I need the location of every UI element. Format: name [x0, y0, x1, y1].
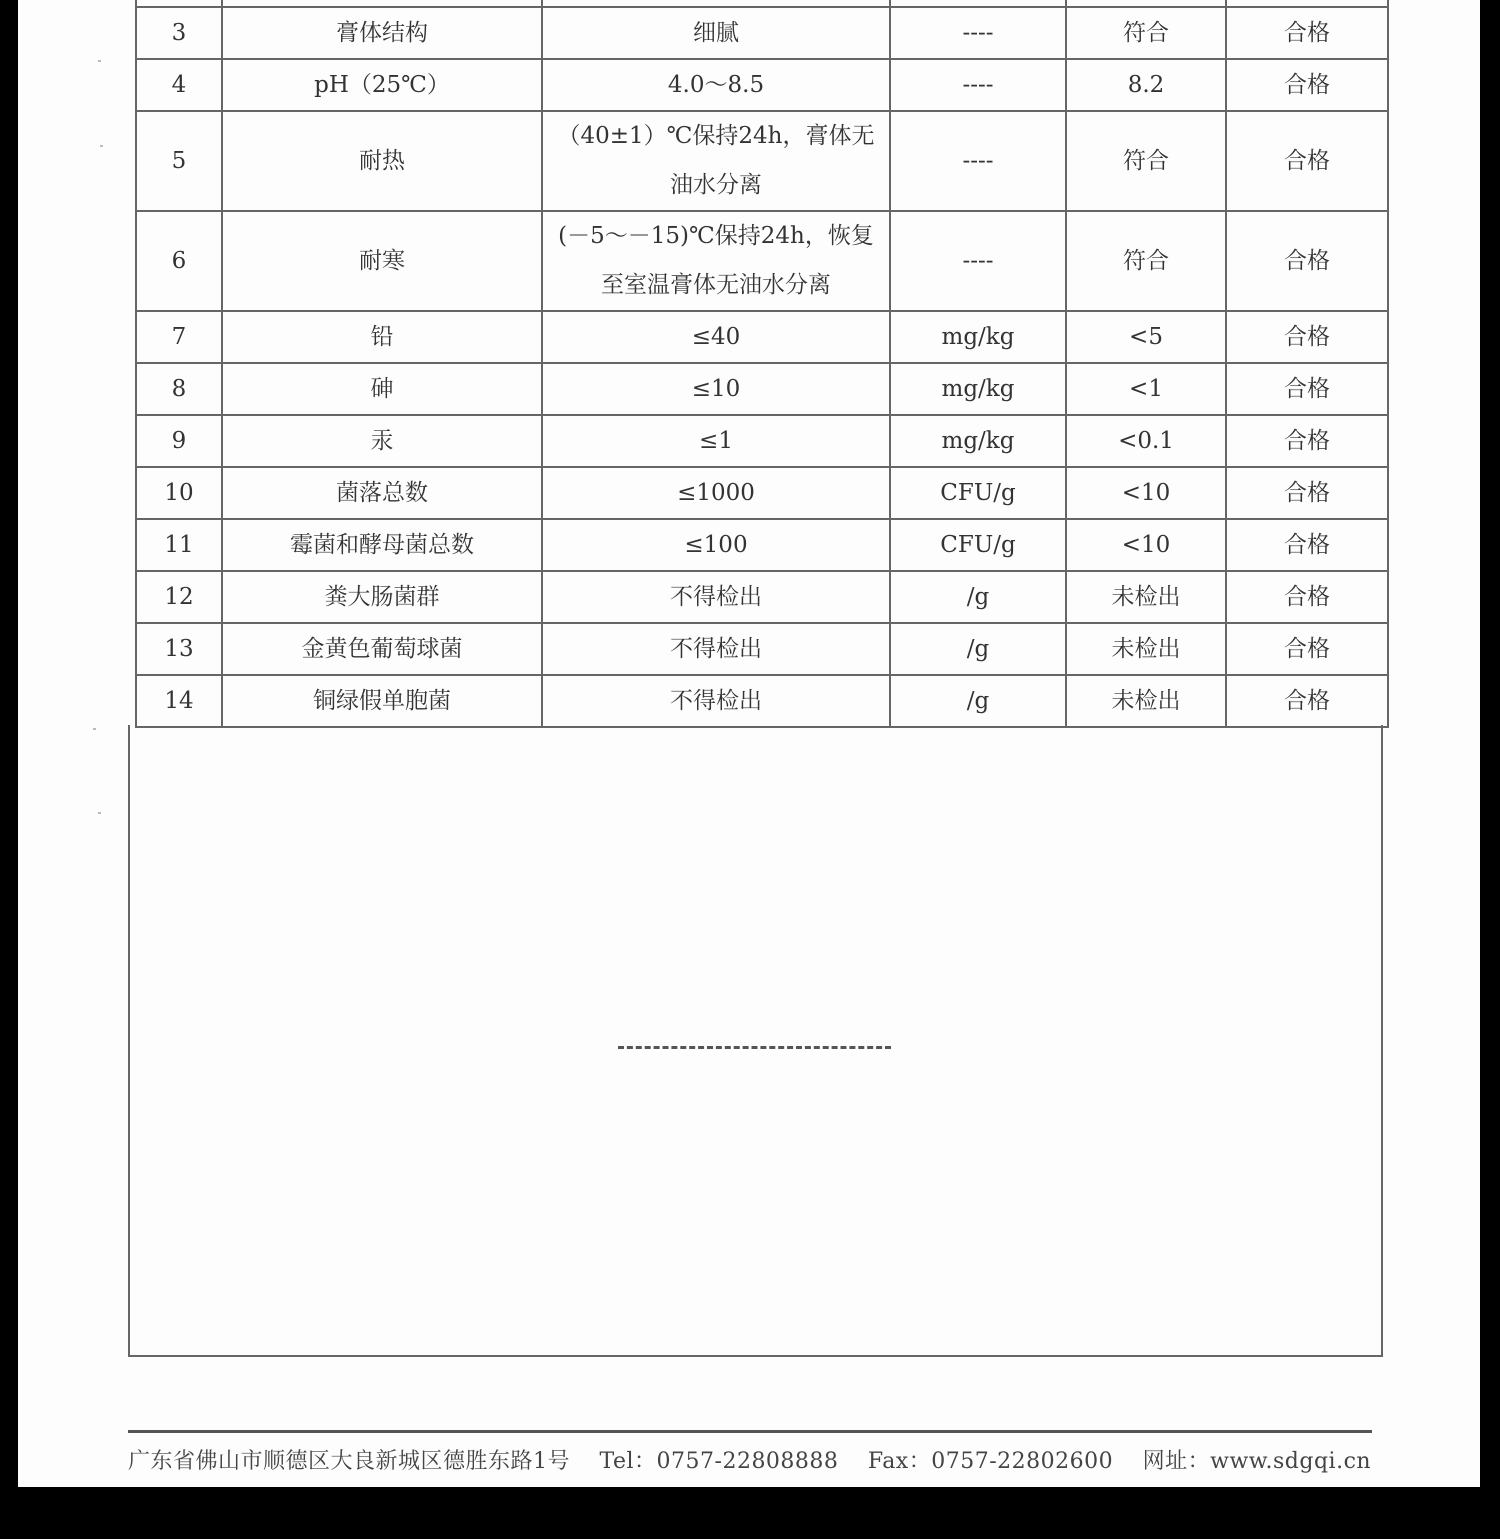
unit: ---- [890, 211, 1066, 311]
test-result: 符合 [1066, 111, 1226, 211]
report-page [18, 0, 1480, 1487]
requirement: ≤1 [542, 415, 890, 467]
test-item: pH（25℃） [222, 59, 542, 111]
row-number: 7 [136, 311, 222, 363]
requirement: ≤40 [542, 311, 890, 363]
test-item: 粪大肠菌群 [222, 571, 542, 623]
requirement: 4.0～8.5 [542, 59, 890, 111]
table-row [136, 111, 1388, 211]
row-number: 5 [136, 111, 222, 211]
row-number: 6 [136, 211, 222, 311]
inspection-results-table [135, 0, 1389, 728]
blank-remarks-area [128, 725, 1383, 1357]
row-number: 12 [136, 571, 222, 623]
unit: ---- [890, 59, 1066, 111]
scan-speck [98, 812, 101, 814]
table-row [136, 571, 1388, 623]
table-row [136, 467, 1388, 519]
unit: mg/kg [890, 311, 1066, 363]
table-row [136, 0, 1388, 7]
table-row [136, 311, 1388, 363]
verdict: 合格 [1226, 7, 1388, 59]
verdict: 合格 [1226, 415, 1388, 467]
test-item: 砷 [222, 363, 542, 415]
test-item: 膏体结构 [222, 7, 542, 59]
table-row [136, 59, 1388, 111]
test-item: 铜绿假单胞菌 [222, 675, 542, 727]
unit: /g [890, 675, 1066, 727]
table-row [136, 7, 1388, 59]
unit: mg/kg [890, 363, 1066, 415]
test-item: 菌落总数 [222, 467, 542, 519]
requirement: 不得检出 [542, 571, 890, 623]
row-number: 13 [136, 623, 222, 675]
row-number: 4 [136, 59, 222, 111]
test-result: 未检出 [1066, 623, 1226, 675]
test-result: <1 [1066, 363, 1226, 415]
test-result: 符合 [1066, 7, 1226, 59]
test-result: 未检出 [1066, 571, 1226, 623]
row-number: 3 [136, 7, 222, 59]
footer-divider [128, 1430, 1372, 1433]
footer-website[interactable]: 网址：www.sdgqi.cn [1142, 1449, 1372, 1474]
unit: mg/kg [890, 415, 1066, 467]
test-result: <10 [1066, 519, 1226, 571]
verdict: 合格 [1226, 363, 1388, 415]
verdict: 合格 [1226, 467, 1388, 519]
verdict: 合格 [1226, 59, 1388, 111]
test-result: 符合 [1066, 211, 1226, 311]
unit: /g [890, 623, 1066, 675]
verdict: 合格 [1226, 623, 1388, 675]
row-number: 8 [136, 363, 222, 415]
footer-tel: Tel：0757-22808888 [599, 1449, 839, 1474]
row-number: 9 [136, 415, 222, 467]
footer-address: 广东省佛山市顺德区大良新城区德胜东路1号 [128, 1449, 570, 1474]
test-item: 金黄色葡萄球菌 [222, 623, 542, 675]
scan-speck [100, 145, 103, 147]
requirement: ≤1000 [542, 467, 890, 519]
end-of-report-line [618, 1046, 891, 1049]
test-item: 霉菌和酵母菌总数 [222, 519, 542, 571]
footer-fax: Fax：0757-22802600 [867, 1449, 1114, 1474]
test-result: <0.1 [1066, 415, 1226, 467]
requirement: 不得检出 [542, 623, 890, 675]
requirement: （40±1）℃保持24h，膏体无油水分离 [542, 111, 890, 211]
verdict: 合格 [1226, 519, 1388, 571]
row-number: 14 [136, 675, 222, 727]
unit: ---- [890, 111, 1066, 211]
test-item: 耐热 [222, 111, 542, 211]
test-item: 耐寒 [222, 211, 542, 311]
test-result: <5 [1066, 311, 1226, 363]
unit: CFU/g [890, 467, 1066, 519]
verdict: 合格 [1226, 675, 1388, 727]
unit: CFU/g [890, 519, 1066, 571]
row-number: 10 [136, 467, 222, 519]
requirement: (－5～－15)℃保持24h，恢复至室温膏体无油水分离 [542, 211, 890, 311]
test-result: 8.2 [1066, 59, 1226, 111]
verdict: 合格 [1226, 211, 1388, 311]
table-row [136, 415, 1388, 467]
row-number: 11 [136, 519, 222, 571]
footer-contact [128, 1444, 1398, 1475]
scan-speck [98, 60, 101, 62]
unit: ---- [890, 7, 1066, 59]
requirement: 不得检出 [542, 675, 890, 727]
requirement: ≤100 [542, 519, 890, 571]
requirement: 细腻 [542, 7, 890, 59]
test-item: 汞 [222, 415, 542, 467]
verdict: 合格 [1226, 571, 1388, 623]
test-result: 未检出 [1066, 675, 1226, 727]
verdict: 合格 [1226, 111, 1388, 211]
table-row [136, 519, 1388, 571]
table-row [136, 363, 1388, 415]
table-row [136, 675, 1388, 727]
test-result: <10 [1066, 467, 1226, 519]
test-item: 铅 [222, 311, 542, 363]
verdict: 合格 [1226, 311, 1388, 363]
table-row [136, 623, 1388, 675]
requirement: ≤10 [542, 363, 890, 415]
unit: /g [890, 571, 1066, 623]
scan-speck [93, 728, 96, 730]
table-row [136, 211, 1388, 311]
